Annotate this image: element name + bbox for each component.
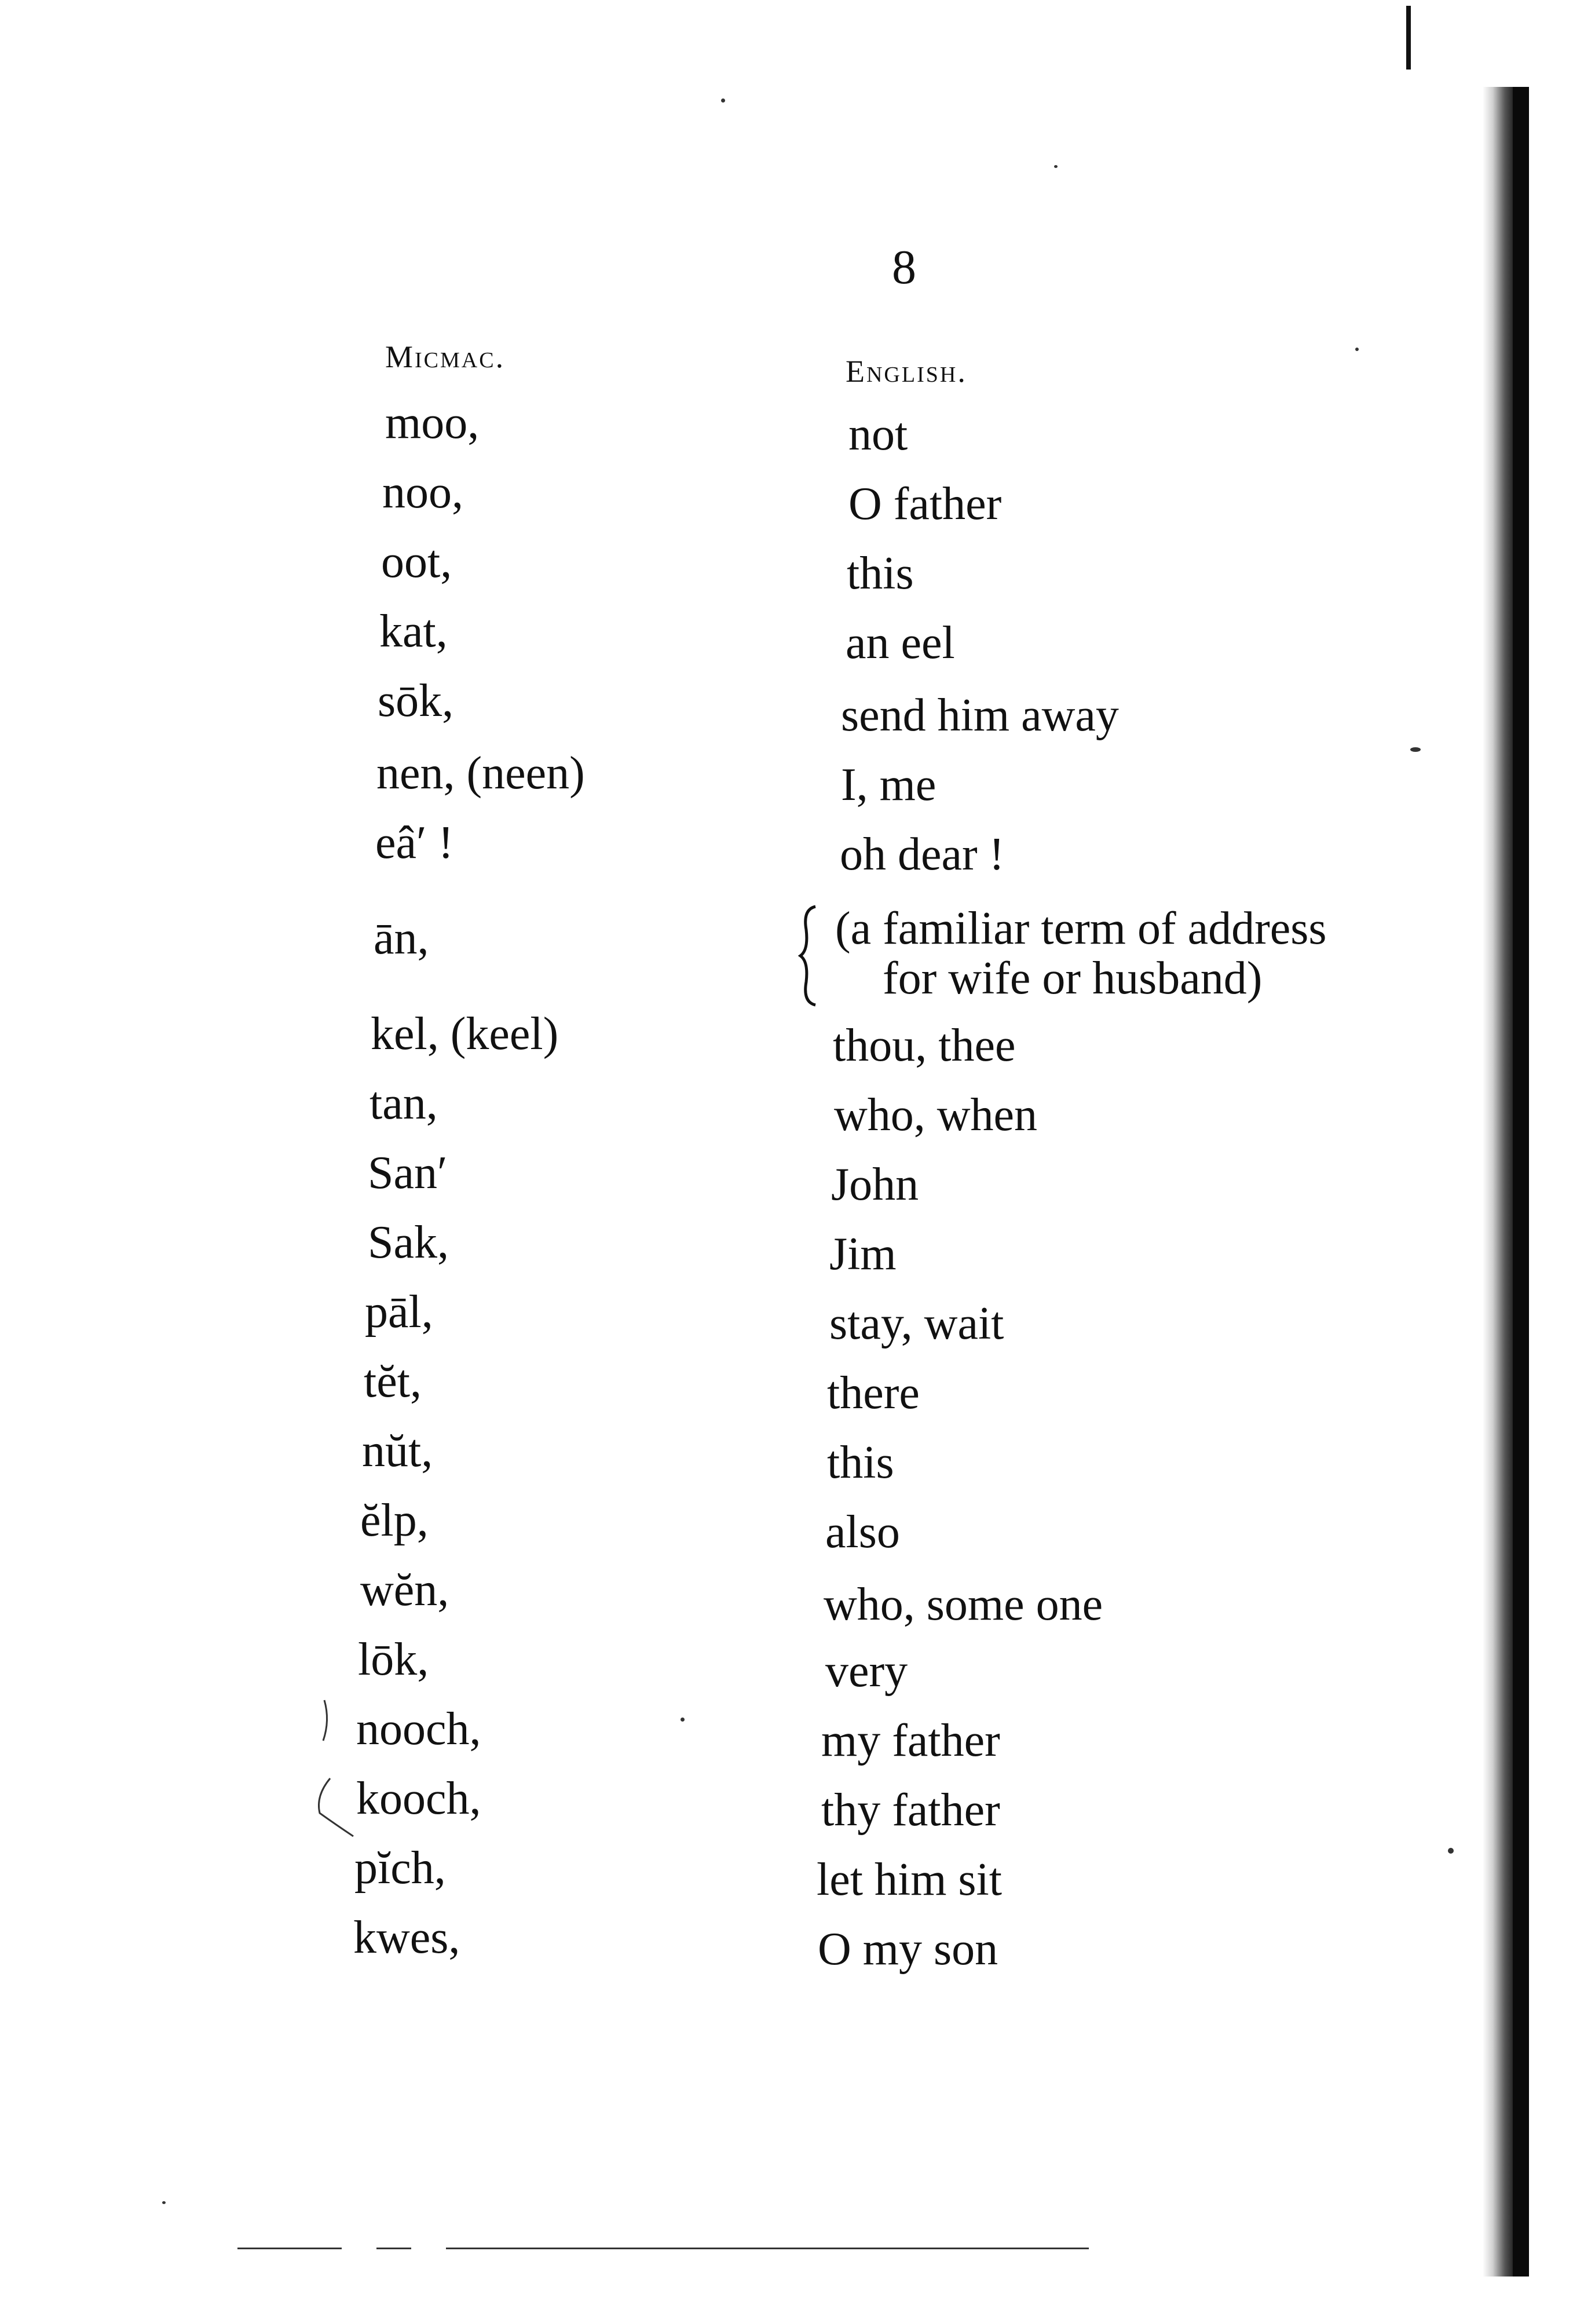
micmac-word: sōk, [378, 675, 454, 726]
micmac-word: tĕt, [364, 1356, 422, 1407]
bottom-rule-segment [376, 2248, 411, 2249]
micmac-word: nŭt, [362, 1426, 433, 1477]
micmac-column-header: Micmac. [385, 339, 506, 374]
english-translation: also [825, 1507, 900, 1558]
pencil-annotation-mark [313, 1697, 376, 1848]
bottom-rule-segment [446, 2248, 1089, 2249]
micmac-word: kwes, [353, 1912, 460, 1963]
micmac-word: San′ [368, 1148, 448, 1198]
bottom-rule-segment [237, 2248, 342, 2249]
english-translation-line: (a familiar term of address [835, 903, 1327, 954]
english-column-header: English. [846, 354, 967, 389]
top-margin-mark [1406, 6, 1411, 70]
micmac-word: pāl, [365, 1287, 433, 1338]
micmac-word: Sak, [368, 1217, 449, 1268]
english-translation: who, some one [824, 1579, 1103, 1630]
english-translation: thy father [821, 1785, 1000, 1836]
micmac-word: eâ′ ! [375, 817, 454, 868]
scan-speck [721, 98, 725, 103]
english-translation: thou, thee [833, 1020, 1016, 1071]
english-translation: very [825, 1646, 908, 1697]
micmac-word: lōk, [358, 1634, 429, 1685]
scan-speck [1448, 1848, 1454, 1854]
english-translation: my father [821, 1715, 1000, 1766]
scan-speck [162, 2201, 166, 2204]
micmac-word: kooch, [356, 1773, 481, 1824]
english-translation: John [831, 1159, 919, 1210]
micmac-word: wĕn, [360, 1565, 449, 1616]
english-translation: I, me [841, 759, 937, 810]
english-translation: there [827, 1368, 920, 1419]
english-translation: O father [848, 478, 1002, 529]
micmac-word: kat, [379, 606, 448, 657]
micmac-word: ān, [374, 913, 429, 964]
micmac-word: noo, [382, 467, 463, 518]
english-translation: O my son [818, 1924, 998, 1975]
scan-speck [1410, 747, 1421, 752]
english-translation: not [848, 409, 908, 460]
page-number: 8 [892, 240, 916, 294]
micmac-word: ĕlp, [360, 1495, 429, 1546]
micmac-word: oot, [381, 536, 452, 587]
english-translation-line: for wife or husband) [883, 953, 1263, 1004]
english-translation: let him sit [817, 1854, 1002, 1905]
english-translation: this [847, 548, 914, 599]
micmac-word: nen, (neen) [376, 748, 585, 799]
micmac-word: tan, [370, 1078, 438, 1129]
micmac-word: moo, [385, 397, 480, 448]
book-spine-edge [1513, 87, 1529, 2277]
english-translation: an eel [846, 617, 955, 668]
english-translation-multiline [835, 904, 1327, 1003]
curly-brace [798, 904, 821, 1008]
english-translation: stay, wait [829, 1298, 1004, 1349]
micmac-word: nooch, [356, 1704, 481, 1755]
english-translation: this [827, 1437, 894, 1488]
scan-speck [1355, 348, 1359, 351]
english-translation: who, when [834, 1090, 1038, 1141]
scan-speck [681, 1718, 685, 1722]
micmac-word: pĭch, [354, 1843, 446, 1894]
scan-speck [1054, 165, 1058, 168]
english-translation: Jim [829, 1229, 897, 1280]
english-translation: send him away [841, 690, 1119, 741]
micmac-word: kel, (keel) [371, 1008, 559, 1059]
english-translation: oh dear ! [840, 829, 1005, 880]
